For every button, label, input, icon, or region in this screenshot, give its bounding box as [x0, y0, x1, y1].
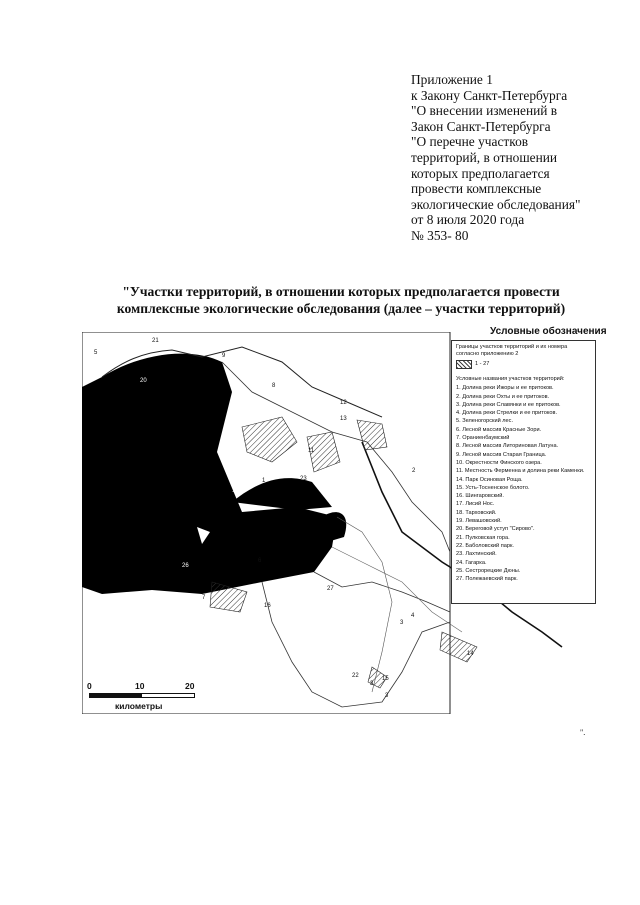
legend-list-title: Условные названия участков территорий: [456, 376, 565, 382]
header-line: "О перечне участков [411, 134, 529, 150]
map-area-number: 16 [264, 603, 271, 609]
map-area-number: 6 [258, 558, 262, 564]
title-line-1: "Участки территорий, в отношении которых предполагается провести [122, 284, 560, 299]
scale-tick: 0 [87, 681, 92, 691]
legend-item: 10. Окрестности Финского озера. [456, 459, 542, 466]
header-line: № 353- 80 [411, 227, 469, 243]
map-area-number: 21 [152, 338, 159, 344]
header-line: Приложение 1 [411, 72, 493, 87]
map-area-number: 18 [229, 410, 236, 416]
document-title [96, 283, 586, 317]
map-area-number: 14 [467, 651, 474, 657]
legend-list [452, 384, 595, 583]
map-area-number: 10 [232, 458, 239, 464]
map-area-number: 20 [140, 378, 147, 384]
scale-bar [85, 681, 205, 711]
map-area-number: 1 [262, 478, 266, 484]
legend-title: Условные обозначения [490, 326, 607, 337]
map-area-number: 25 [229, 428, 236, 434]
header-line: от 8 июля 2020 года [411, 212, 525, 228]
legend-item: 9. Лесной массив Старая Граница. [456, 451, 547, 458]
scale-tick: 20 [185, 681, 195, 691]
legend-item: 4. Долина реки Стрелки и ее притоков. [456, 410, 558, 417]
header-line: экологические обследования" [411, 196, 581, 212]
legend-range: 1 - 27 [475, 361, 490, 368]
map-area-number: 22 [352, 673, 359, 679]
header-line: провести комплексные [411, 181, 542, 197]
legend-item: 5. Зеленогорский лес. [456, 418, 514, 425]
legend-item: 3. Долина реки Славянки и ее притоков. [456, 401, 561, 408]
map-area-number: 27 [327, 586, 334, 592]
legend-item: 24. Гагарка. [456, 559, 487, 566]
map-area-number: 17 [232, 488, 239, 494]
map-area-number: 19 [224, 423, 231, 429]
map-area-number: 8 [272, 383, 276, 389]
title-line-2: комплексные экологические обследования (далее – участки территорий) [116, 301, 566, 316]
map-legend [451, 340, 596, 604]
map-area-number: 23 [300, 476, 307, 482]
map-area-number: 12 [340, 400, 347, 406]
scale-tick: 10 [135, 681, 145, 691]
legend-item: 23. Лахтинский. [456, 551, 497, 558]
legend-item: 11. Местность Ферменна и долина реки Каменки. [456, 468, 585, 475]
legend-item: 8. Лесной массив Литориновая Латуна. [456, 443, 559, 450]
legend-boundary-label: Границы участков территорий и их номера согласно приложению 2 [456, 344, 568, 357]
legend-item: 27. Полежаевский парк. [456, 576, 518, 583]
page-mark: ". [580, 728, 586, 737]
legend-item: 20. Береговой уступ "Сирово". [456, 526, 535, 533]
legend-item: 17. Лисий Нос. [456, 501, 495, 508]
map-area-number: 15 [382, 676, 389, 682]
map-area-number: 3 [385, 693, 389, 699]
header-line: которых предполагается [411, 165, 550, 181]
legend-item: 25. Сестрорецкие Дюны. [456, 567, 521, 574]
map-area-number: 5 [94, 350, 98, 356]
map-area-number: 11 [308, 448, 315, 454]
legend-item: 1. Долина реки Ижоры и ее притоков. [456, 385, 554, 392]
legend-item: 19. Левашовский. [456, 518, 502, 525]
legend-item: 6. Лесной массив Красные Зори. [456, 426, 542, 433]
legend-hatch-row [452, 358, 595, 371]
map-area-number: 3 [400, 620, 404, 626]
header-line: "О внесении изменений в [411, 103, 558, 119]
header-line: Закон Санкт-Петербурга [411, 118, 551, 134]
legend-item: 22. Баболовский парк. [456, 542, 514, 549]
scale-bar-graphic [89, 693, 195, 698]
header-line: территорий, в отношении [411, 149, 558, 165]
header-line: к Закону Санкт-Петербурга [411, 87, 568, 103]
map-area-number: 24 [229, 440, 236, 446]
map-area-number: 4 [411, 613, 415, 619]
legend-item: 14. Парк Осиновая Роща. [456, 476, 523, 483]
legend-item: 7. Ораниенбаумский [456, 435, 510, 442]
legend-item: 2. Долина реки Охты и ее притоков. [456, 393, 550, 400]
appendix-header [411, 72, 626, 244]
map-area-number: 2 [412, 468, 416, 474]
map-area-number: 26 [182, 563, 189, 569]
legend-item: 18. Тарховский. [456, 509, 497, 516]
map-area-number: 7 [202, 595, 206, 601]
hatch-swatch-icon [456, 360, 472, 369]
legend-item: 16. Шингаровский. [456, 493, 504, 500]
map-area-number: 9 [222, 353, 226, 359]
legend-item: 21. Пулковская гора. [456, 534, 510, 541]
scale-unit: километры [115, 701, 163, 711]
legend-item: 15. Усть-Тосненское болото. [456, 484, 530, 491]
map-area-number: 13 [340, 416, 347, 422]
map-area-number: 3 [370, 681, 374, 687]
